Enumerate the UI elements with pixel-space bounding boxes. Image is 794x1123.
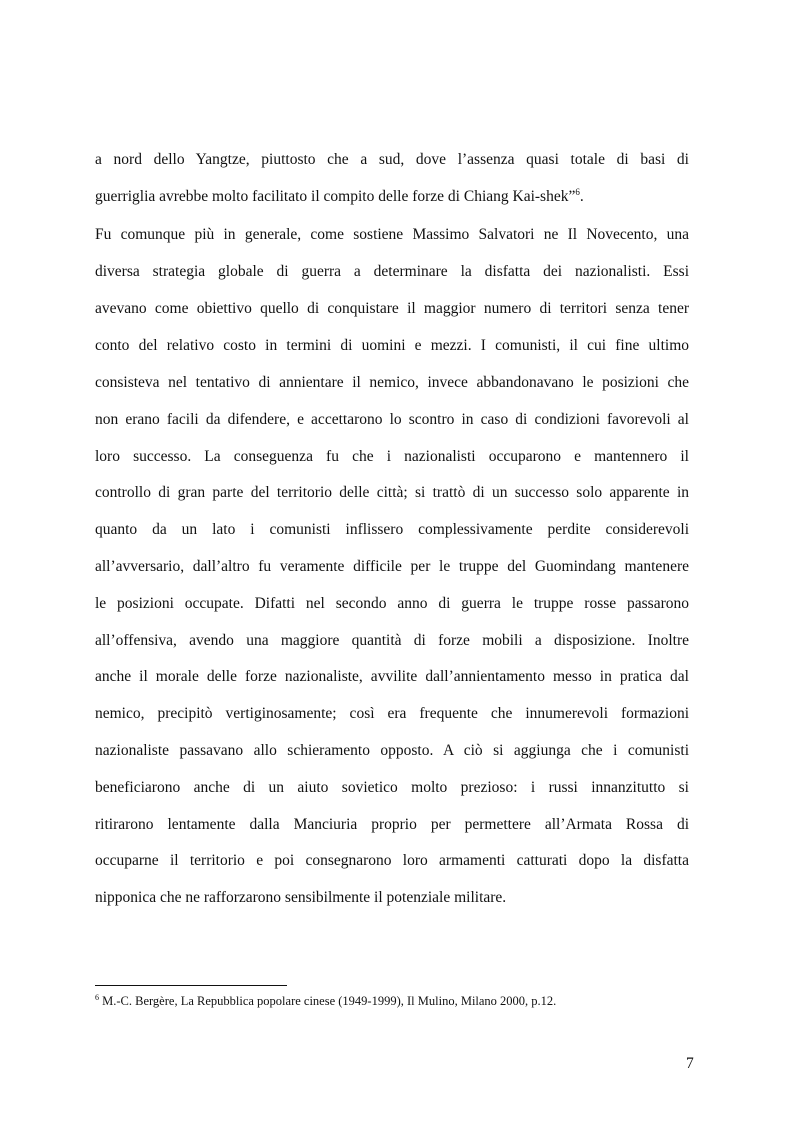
footnote-text: M.-C. Bergère, La Repubblica popolare cinese (1949-1999), Il Mulino, Milano 2000, p.12.: [99, 994, 557, 1008]
body-line: avevano come obiettivo quello di conquistare il maggior numero di territori senza tener: [95, 300, 689, 317]
body-line: loro successo. La conseguenza fu che i nazionalisti occuparono e mantennero il: [95, 448, 689, 465]
body-line: consisteva nel tentativo di annientare il nemico, invece abbandonavano le posizioni che: [95, 374, 689, 391]
body-line-punctuation: .: [579, 188, 584, 205]
body-line: all’avversario, dall’altro fu veramente difficile per le truppe del Guomindang mantenere: [95, 558, 689, 575]
body-line: beneficiarono anche di un aiuto sovietico molto prezioso: i russi innanzitutto si: [95, 779, 689, 796]
body-line: controllo di gran parte del territorio delle città; si trattò di un successo solo apparente in: [95, 484, 689, 501]
body-line: quanto da un lato i comunisti inflissero complessivamente perdite considerevoli: [95, 521, 689, 538]
page-number: 7: [686, 1055, 694, 1072]
body-line: conto del relativo costo in termini di uomini e mezzi. I comunisti, il cui fine ultimo: [95, 337, 689, 354]
body-line: nazionaliste passavano allo schieramento opposto. A ciò si aggiunga che i comunisti: [95, 742, 689, 759]
footnote-marker: 6: [95, 993, 99, 1002]
body-line: non erano facili da difendere, e accettarono lo scontro in caso di condizioni favorevoli al: [95, 411, 689, 428]
body-line: ritirarono lentamente dalla Manciuria proprio per permettere all’Armata Rossa di: [95, 816, 689, 833]
footnote: [95, 993, 695, 1009]
body-line: all’offensiva, avendo una maggiore quantità di forze mobili a disposizione. Inoltre: [95, 632, 689, 649]
body-line: Fu comunque più in generale, come sostiene Massimo Salvatori ne Il Novecento, una: [95, 226, 689, 243]
body-line: a nord dello Yangtze, piuttosto che a sud, dove l’assenza quasi totale di basi di: [95, 151, 689, 168]
body-line: nemico, precipitò vertiginosamente; così era frequente che innumerevoli formazioni: [95, 705, 689, 722]
body-line: occuparne il territorio e poi consegnarono loro armamenti catturati dopo la disfatta: [95, 852, 689, 869]
body-line: nipponica che ne rafforzarono sensibilmente il potenziale militare.: [95, 889, 507, 906]
footnote-reference[interactable]: 6: [575, 187, 580, 197]
body-line: le posizioni occupate. Difatti nel secondo anno di guerra le truppe rosse passarono: [95, 595, 689, 612]
body-line-with-footnote-ref: [95, 187, 689, 207]
body-line: diversa strategia globale di guerra a determinare la disfatta dei nazionalisti. Essi: [95, 263, 689, 280]
body-line: anche il morale delle forze nazionaliste, avvilite dall’annientamento messo in pratica dal: [95, 668, 689, 685]
body-line-text: guerriglia avrebbe molto facilitato il compito delle forze di Chiang Kai-shek”: [95, 188, 576, 205]
footnote-separator: [95, 985, 287, 986]
